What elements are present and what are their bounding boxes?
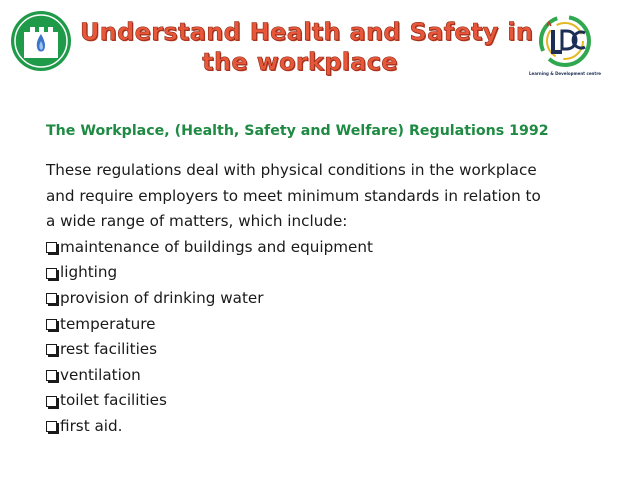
list-item <box>46 388 631 414</box>
intro-line-3: a wide range of matters, which include: <box>46 212 348 231</box>
requirements-list <box>46 235 631 440</box>
ldc-logo-icon <box>522 14 608 76</box>
list-item <box>46 260 631 286</box>
list-item-label: lighting <box>60 263 118 282</box>
checkbox-icon <box>46 396 57 407</box>
checkbox-icon <box>46 370 57 381</box>
list-item-label: first aid. <box>60 416 123 435</box>
title-line-1: Understand Health and Safety in <box>80 18 534 46</box>
intro-paragraph <box>46 158 631 235</box>
list-item <box>46 286 631 312</box>
checkbox-icon <box>46 268 57 279</box>
page-title <box>80 17 534 77</box>
list-item-label: provision of drinking water <box>60 288 264 307</box>
list-item-label: ventilation <box>60 365 141 384</box>
logo-caption: Learning & Development centre <box>528 71 602 76</box>
regulation-heading: The Workplace, (Health, Safety and Welfare) Regulations 1992 <box>46 123 549 139</box>
list-item <box>46 235 631 261</box>
list-item <box>46 337 631 363</box>
checkbox-icon <box>46 421 57 432</box>
list-item-label: maintenance of buildings and equipment <box>60 237 373 256</box>
list-item <box>46 414 631 440</box>
list-item <box>46 312 631 338</box>
list-item-label: temperature <box>60 314 156 333</box>
title-line-2: the workplace <box>202 48 398 76</box>
checkbox-icon <box>46 344 57 355</box>
checkbox-icon <box>46 293 57 304</box>
castle-flame-logo-icon <box>10 10 72 72</box>
intro-line-2: and require employers to meet minimum standards in relation to <box>46 186 541 205</box>
list-item-label: rest facilities <box>60 340 158 359</box>
list-item-label: toilet facilities <box>60 391 167 410</box>
checkbox-icon <box>46 242 57 253</box>
list-item <box>46 363 631 389</box>
intro-line-1: These regulations deal with physical conditions in the workplace <box>46 161 537 179</box>
slide-body <box>46 158 631 440</box>
checkbox-icon <box>46 319 57 330</box>
